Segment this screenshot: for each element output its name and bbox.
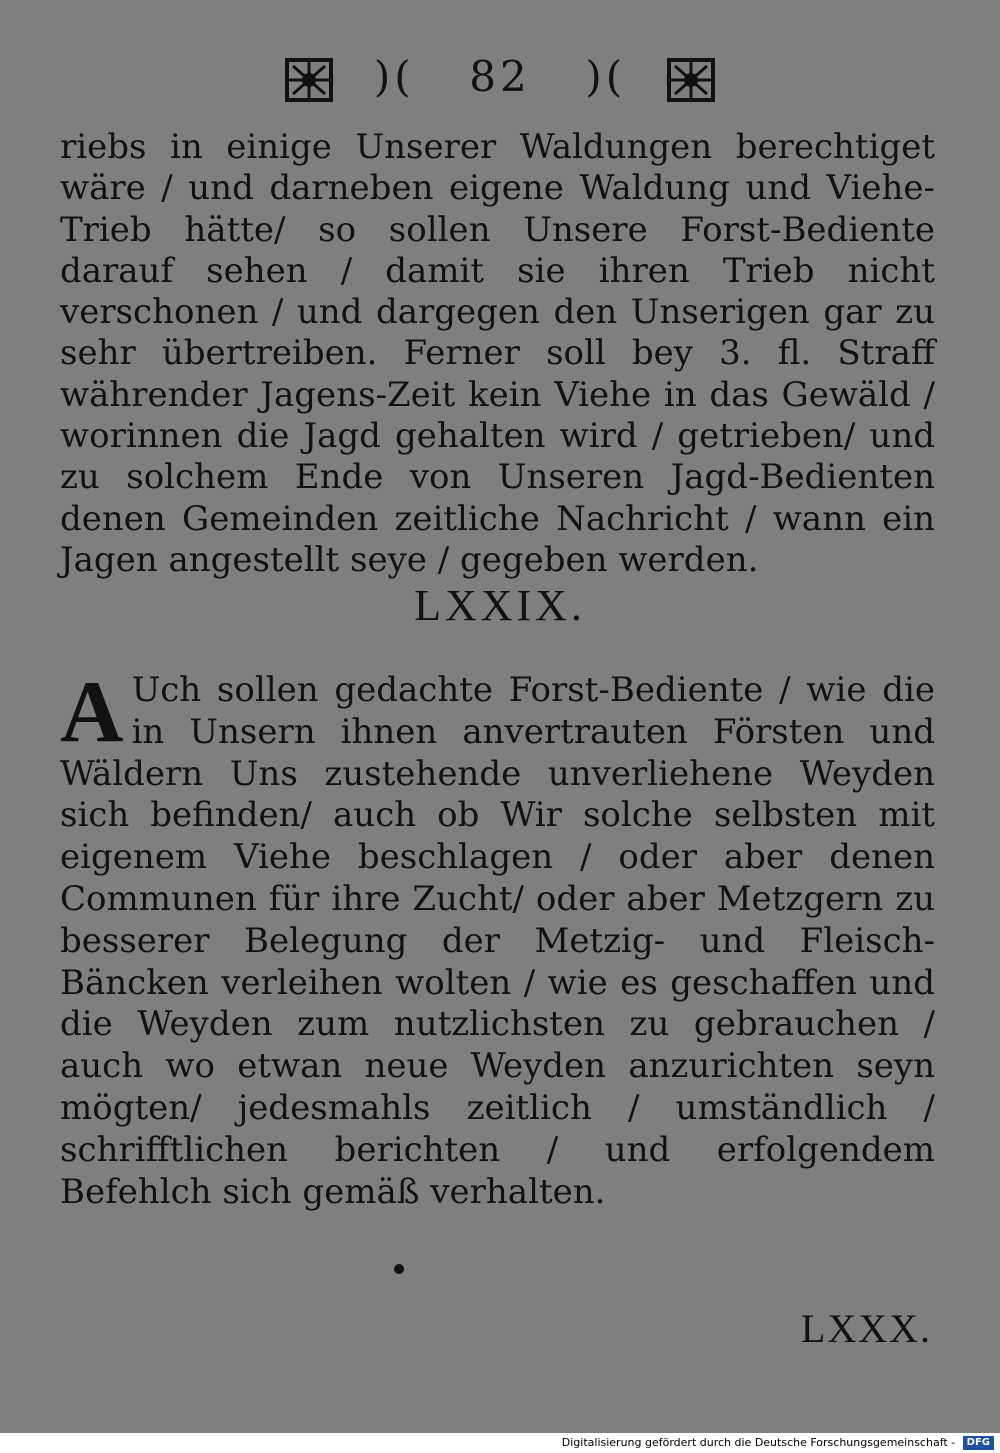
section-heading: LXXIX. <box>414 581 586 630</box>
header-left-paren: )( <box>373 52 415 101</box>
header-right-paren: )( <box>585 52 627 101</box>
page-number: 82 <box>469 52 531 101</box>
drop-cap: A <box>60 664 124 761</box>
digitization-footer <box>0 1433 1000 1453</box>
footer-credit-text: Digitalisierung gefördert durch die Deutsche Forschungsgemeinschaft - <box>561 1436 956 1449</box>
paragraph-lxxix <box>60 664 935 1213</box>
dfg-logo-icon: DFG <box>963 1436 994 1450</box>
catchword: LXXX. <box>800 1306 932 1351</box>
paragraph-lxxix-text: Uch sollen gedachte Forst-Bediente / wie die in Unsern ihnen anvertrauten Försten und Wäldern Uns zustehende unverliehene Weyden sich befinden/ auch ob Wir solche selbsten mit eigenem Viehe beschlagen / oder aber denen Communen für ihre Zucht/ oder aber Metzgern zu besserer Belegung der Metzig- und Fleisch-Bäncken verleihen wolten / wie es geschaffen und die Weyden zum nutzlichsten zu gebrauchen / auch wo etwan neue Weyden anzurichten seyn mögten/ jedesmahls zeitlich / umständlich / schrifftlichen berichten / und erfolgendem Befehlch sich gemäß verhalten. <box>60 670 935 1212</box>
paragraph-continuation: riebs in einige Unserer Waldungen berechtiget wäre / und darneben eigene Waldung und Viehe-Trieb hätte/ so sollen Unsere Forst-Bediente darauf sehen / damit sie ihren Trieb nicht verschonen / und dargegen den Unserigen gar zu sehr übertreiben. Ferner soll bey 3. fl. Straff währender Jagens-Zeit kein Viehe in das Gewäld / worinnen die Jagd gehalten wird / getrieben/ und zu solchem Ende von Unseren Jagd-Bedienten denen Gemeinden zeitliche Nachricht / wann ein Jagen angestellt seye / gegeben werden. <box>60 127 935 580</box>
ink-dot <box>394 1264 404 1274</box>
ornament-right-icon <box>665 54 717 106</box>
ornament-left-icon <box>283 54 335 106</box>
page-header <box>0 42 1000 112</box>
